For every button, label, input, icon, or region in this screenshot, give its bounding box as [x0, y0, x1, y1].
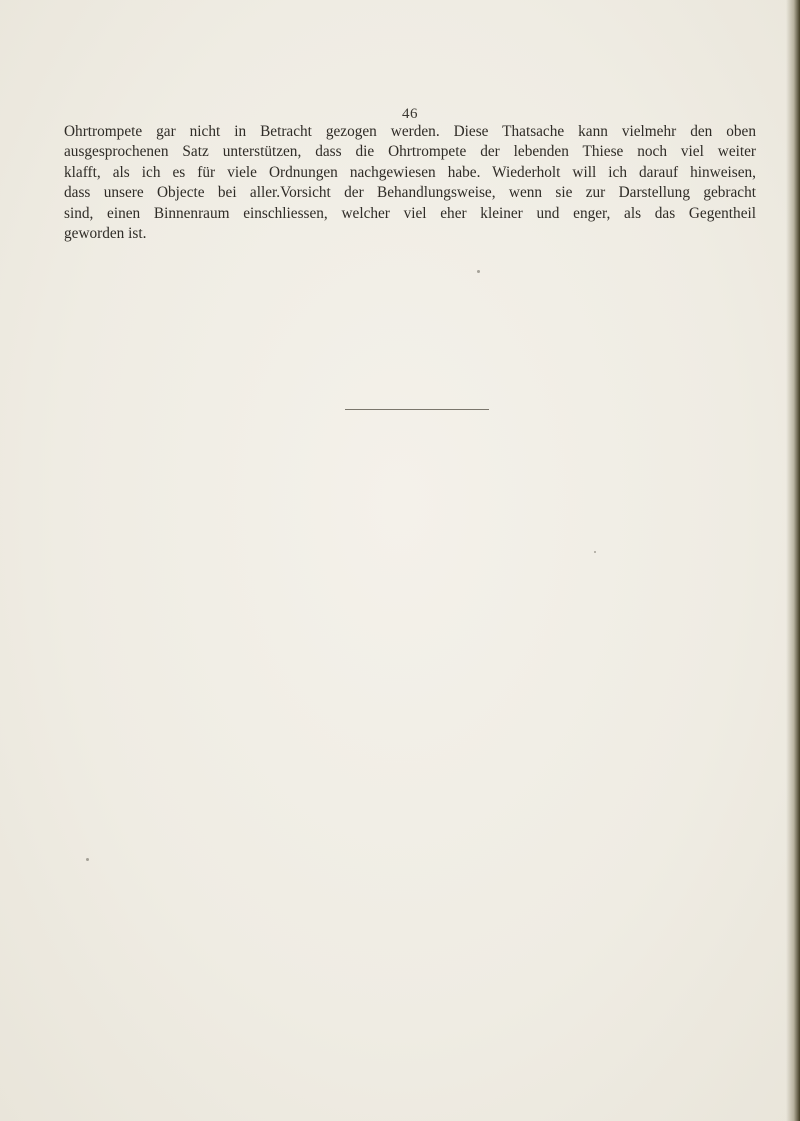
paragraph-line-2: ausgesprochenen Satz unterstützen, dass die Ohrtrompete der lebenden Thiese noch viel weiter: [64, 143, 756, 161]
section-divider-rule: [345, 409, 489, 410]
paper-speck: [86, 858, 89, 861]
paper-speck: [594, 551, 596, 553]
body-paragraph: [64, 122, 756, 244]
paragraph-line-1: Ohrtrompete gar nicht in Betracht gezogen werden. Diese Thatsache kann vielmehr den oben: [64, 123, 756, 140]
page-number: 46: [402, 106, 418, 122]
paragraph-line-3: klafft, als ich es für viele Ordnungen nachgewiesen habe. Wiederholt will ich darauf hinweisen,: [64, 163, 756, 181]
paragraph-line-4: dass unsere Objecte bei aller.Vorsicht der Behandlungsweise, wenn sie zur Darstellung gebracht: [64, 184, 756, 202]
paper-speck: [477, 270, 480, 273]
paragraph-line-6: geworden ist.: [64, 225, 147, 243]
paragraph-line-5: sind, einen Binnenraum einschliessen, welcher viel eher kleiner und enger, als das Gegentheil: [64, 204, 756, 222]
page-binding-edge: [786, 0, 800, 1121]
